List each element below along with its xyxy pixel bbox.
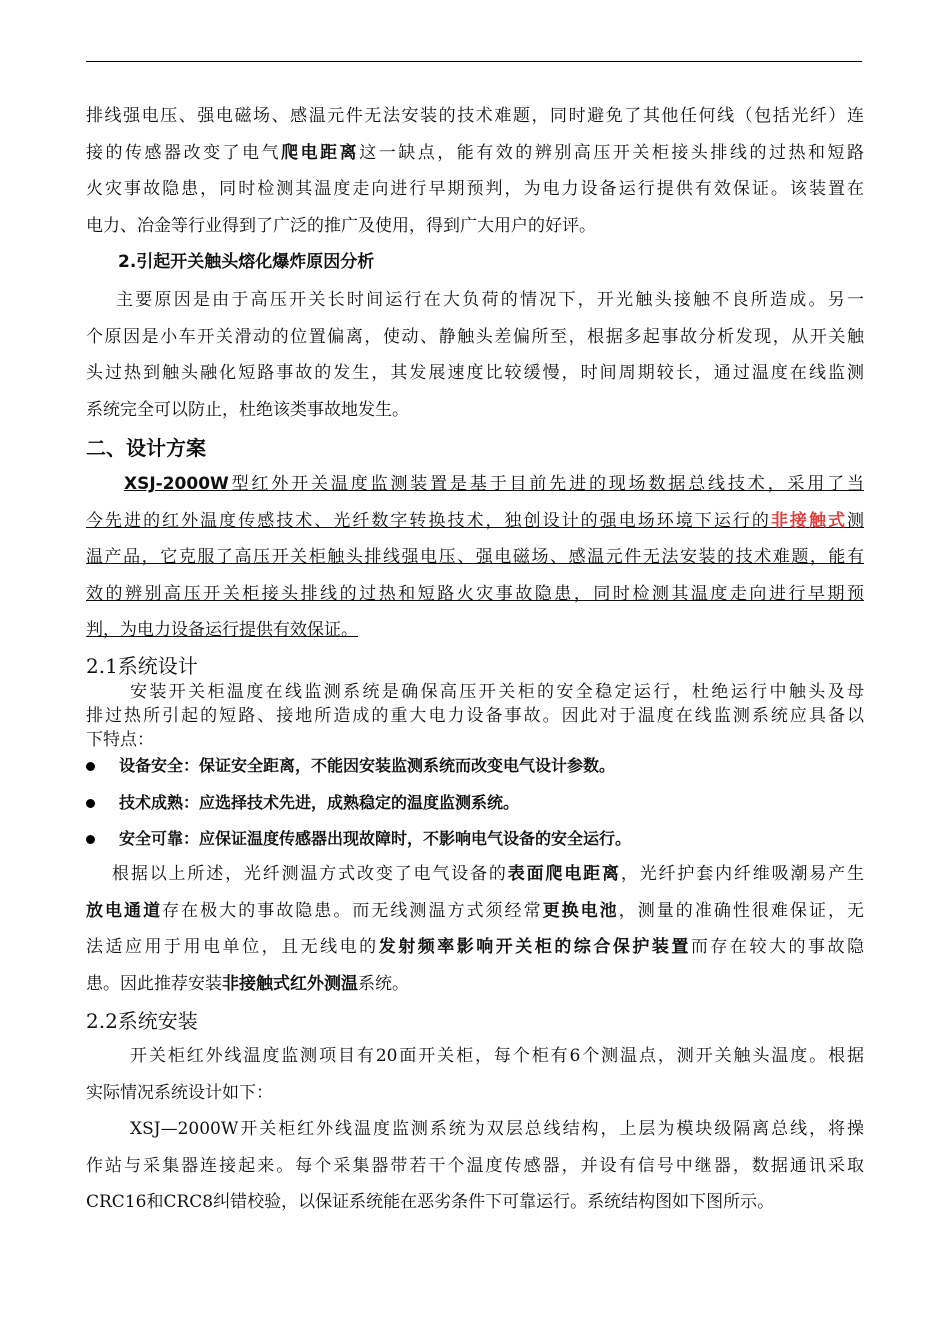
emphasis: 发射频率影响开关柜的综合保护装置 — [378, 937, 691, 957]
text-line: 个原因是小车开关滑动的位置偏离，使动、静触头差偏所至，根据多起事故分析发现，从开关触 — [86, 326, 864, 347]
model-name: XSJ-2000W — [124, 474, 229, 494]
text-line: 下特点： — [86, 730, 154, 750]
bullet-item: 设备安全：保证安全距离，不能因安装监测系统而改变电气设计参数。 — [86, 753, 615, 776]
text-line: 主要原因是由于高压开关长时间运行在大负荷的情况下，开光触头接触不良所造成。另一 — [116, 290, 864, 310]
text-line: 排过热所引起的短路、接地所造成的重大电力设备事故。因此对于温度在线监测系统应具备以 — [86, 706, 864, 726]
bullet-dot-icon — [86, 799, 95, 808]
bullet-item: 技术成熟：应选择技术先进，成熟稳定的温度监测系统。 — [86, 790, 519, 813]
recommendation-paragraph — [86, 856, 864, 1002]
emphasis: 非接触式红外测温 — [222, 973, 358, 994]
text-line: 法适应用于用电单位，且无线电的发射频率影响开关柜的综合保护装置而存在较大的事故隐 — [86, 937, 865, 957]
text-line: 放电通道存在极大的事故隐患。而无线测温方式须经常更换电池，测量的准确性很难保证，无 — [86, 900, 865, 921]
text-line: 温产品，它克服了高压开关柜触头排线强电压、强电磁场、感温元件无法安装的技术难题，能有 — [86, 547, 864, 567]
bullet-dot-icon — [86, 762, 95, 771]
text-line: 火灾事故隐患，同时检测其温度走向进行早期预判，为电力设备运行提供有效保证。该装置在 — [86, 179, 864, 199]
subheading-cause-analysis: 2.引起开关触头熔化爆炸原因分析 — [118, 252, 375, 272]
text-line: 效的辨别高压开关柜接头排线的过热和短路火灾事故隐患，同时检测其温度走向进行早期预 — [86, 583, 864, 604]
installation-paragraph — [86, 1038, 864, 1221]
bullet-dot-icon — [86, 835, 95, 844]
section-heading-2-2: 2.2系统安装 — [86, 1009, 198, 1033]
text-line: 判，为电力设备运行提供有效保证。 — [86, 620, 358, 640]
text-line: 今先进的红外温度传感技术、光纤数字转换技术，独创设计的强电场环境下运行的非接触式测 — [86, 510, 865, 531]
bullet-item: 安全可靠：应保证温度传感器出现故障时，不影响电气设备的安全运行。 — [86, 826, 631, 849]
header-rule — [86, 61, 862, 62]
text-line: 排线强电压、强电磁场、感温元件无法安装的技术难题，同时避免了其他任何线（包括光纤）连 — [86, 106, 864, 126]
text-line: 实际情况系统设计如下： — [86, 1082, 273, 1103]
system-design-paragraph — [86, 680, 864, 752]
text-line: 电力、冶金等行业得到了广泛的推广及使用，得到广大用户的好评。 — [86, 215, 596, 236]
emphasis: 爬电距离 — [281, 142, 360, 163]
text-line: 患。因此推荐安装非接触式红外测温系统。 — [86, 973, 409, 994]
design-paragraph — [86, 466, 864, 649]
section-heading-design: 二、设计方案 — [86, 436, 206, 460]
highlight-non-contact: 非接触式 — [770, 510, 848, 531]
text-line: CRC16和CRC8纠错校验，以保证系统能在恶劣条件下可靠运行。系统结构图如下图所示。 — [86, 1192, 775, 1212]
text-line: 安装开关柜温度在线监测系统是确保高压开关柜的安全稳定运行，杜绝运行中触头及母 — [130, 682, 864, 702]
text-line: 接的传感器改变了电气爬电距离这一缺点，能有效的辨别高压开关柜接头排线的过热和短路 — [86, 142, 865, 163]
emphasis: 表面爬电距离 — [507, 864, 621, 884]
text-line: 系统完全可以防止，杜绝该类事故地发生。 — [86, 399, 409, 420]
text-line: XSJ—2000W开关柜红外线温度监测系统为双层总线结构，上层为模块级隔离总线，将操 — [130, 1119, 864, 1139]
text-line: 作站与采集器连接起来。每个采集器带若干个温度传感器，并设有信号中继器，数据通讯采取 — [86, 1155, 864, 1176]
text-line: 根据以上所述，光纤测温方式改变了电气设备的表面爬电距离，光纤护套内纤维吸潮易产生 — [112, 864, 865, 884]
text-line: 开关柜红外线温度监测项目有20面开关柜，每个柜有6个测温点，测开关触头温度。根据 — [130, 1046, 864, 1066]
text-line: XSJ-2000W型红外开关温度监测装置是基于目前先进的现场数据总线技术，采用了当 — [124, 474, 864, 494]
emphasis: 更换电池 — [542, 900, 619, 921]
text-line: 头过热到触头融化短路事故的发生，其发展速度比较缓慢，时间周期较长，通过温度在线监测 — [86, 363, 864, 383]
intro-paragraph — [86, 98, 864, 244]
emphasis: 放电通道 — [86, 900, 163, 921]
cause-paragraph — [86, 282, 864, 428]
section-heading-2-1: 2.1系统设计 — [86, 654, 198, 678]
